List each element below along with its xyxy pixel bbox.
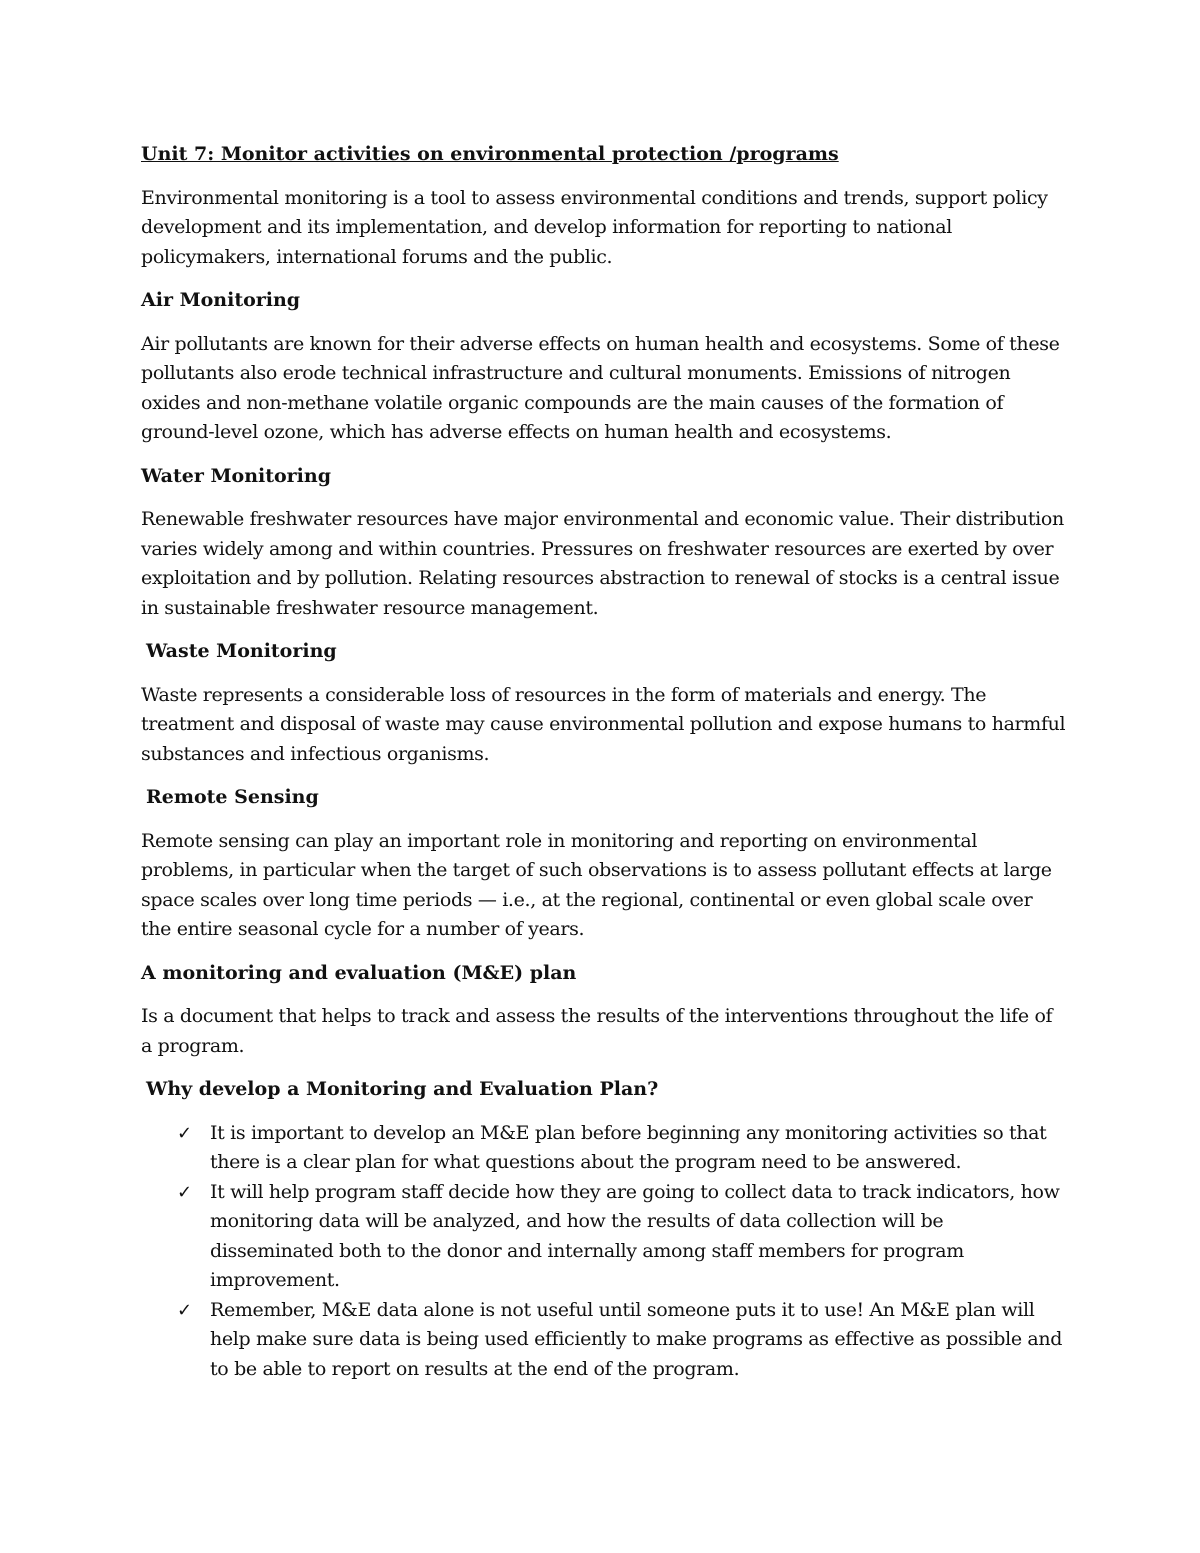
water-monitoring-heading: Water Monitoring <box>141 464 331 487</box>
remote-sensing-paragraph: Remote sensing can play an important role in monitoring and reporting on environmental problems, in particular when the target of such observations is to assess pollutant effects at large space scales over long time periods — i.e., at the regional, continental or even global scale over the entire seasonal cycle for a number of years. <box>141 829 1052 940</box>
why-checklist <box>141 1119 1066 1385</box>
document-page <box>141 140 1066 1384</box>
waste-monitoring-paragraph: Waste represents a considerable loss of resources in the form of materials and energy. The treatment and disposal of waste may cause environmental pollution and expose humans to harmful substances and infectious organisms. <box>141 683 1066 765</box>
water-monitoring-paragraph: Renewable freshwater resources have major environmental and economic value. Their distribution varies widely among and within countries. Pressures on freshwater resources are exerted by over exploitation and by pollution. Relating resources abstraction to renewal of stocks is a central issue in sustainable freshwater resource management. <box>141 508 1064 619</box>
checkmark-icon: ✓ <box>177 1181 192 1203</box>
intro-paragraph: Environmental monitoring is a tool to assess environmental conditions and trends, support policy development and its implementation, and develop information for reporting to national policymakers, international forums and the public. <box>141 186 1048 268</box>
list-item <box>141 1119 1066 1178</box>
me-plan-paragraph: Is a document that helps to track and assess the results of the interventions throughout the life of a program. <box>141 1005 1053 1057</box>
list-item <box>141 1296 1066 1385</box>
checkmark-icon: ✓ <box>177 1299 192 1321</box>
list-item-text: It will help program staff decide how they are going to collect data to track indicators, how monitoring data will be analyzed, and how the results of data collection will be disseminated both to the donor and internally among staff members for program improvement. <box>210 1180 1060 1291</box>
air-monitoring-paragraph: Air pollutants are known for their adverse effects on human health and ecosystems. Some of these pollutants also erode technical infrastructure and cultural monuments. Emissions of nitrogen oxides and non-methane volatile organic compounds are the main causes of the formation of ground-level ozone, which has adverse effects on human health and ecosystems. <box>141 332 1060 443</box>
checkmark-icon: ✓ <box>177 1122 192 1144</box>
list-item-text: Remember, M&E data alone is not useful until someone puts it to use! An M&E plan will help make sure data is being used efficiently to make programs as effective as possible and to be able to report on results at the end of the program. <box>210 1298 1063 1380</box>
list-item <box>141 1178 1066 1296</box>
me-plan-heading: A monitoring and evaluation (M&E) plan <box>141 961 577 984</box>
remote-sensing-heading: Remote Sensing <box>146 786 319 808</box>
waste-monitoring-heading: Waste Monitoring <box>146 640 337 662</box>
why-heading: Why develop a Monitoring and Evaluation Plan? <box>146 1078 659 1100</box>
list-item-text: It is important to develop an M&E plan before beginning any monitoring activities so that there is a clear plan for what questions about the program need to be answered. <box>210 1121 1047 1173</box>
air-monitoring-heading: Air Monitoring <box>141 289 301 311</box>
page-title: Unit 7: Monitor activities on environmental protection /programs <box>141 143 839 165</box>
